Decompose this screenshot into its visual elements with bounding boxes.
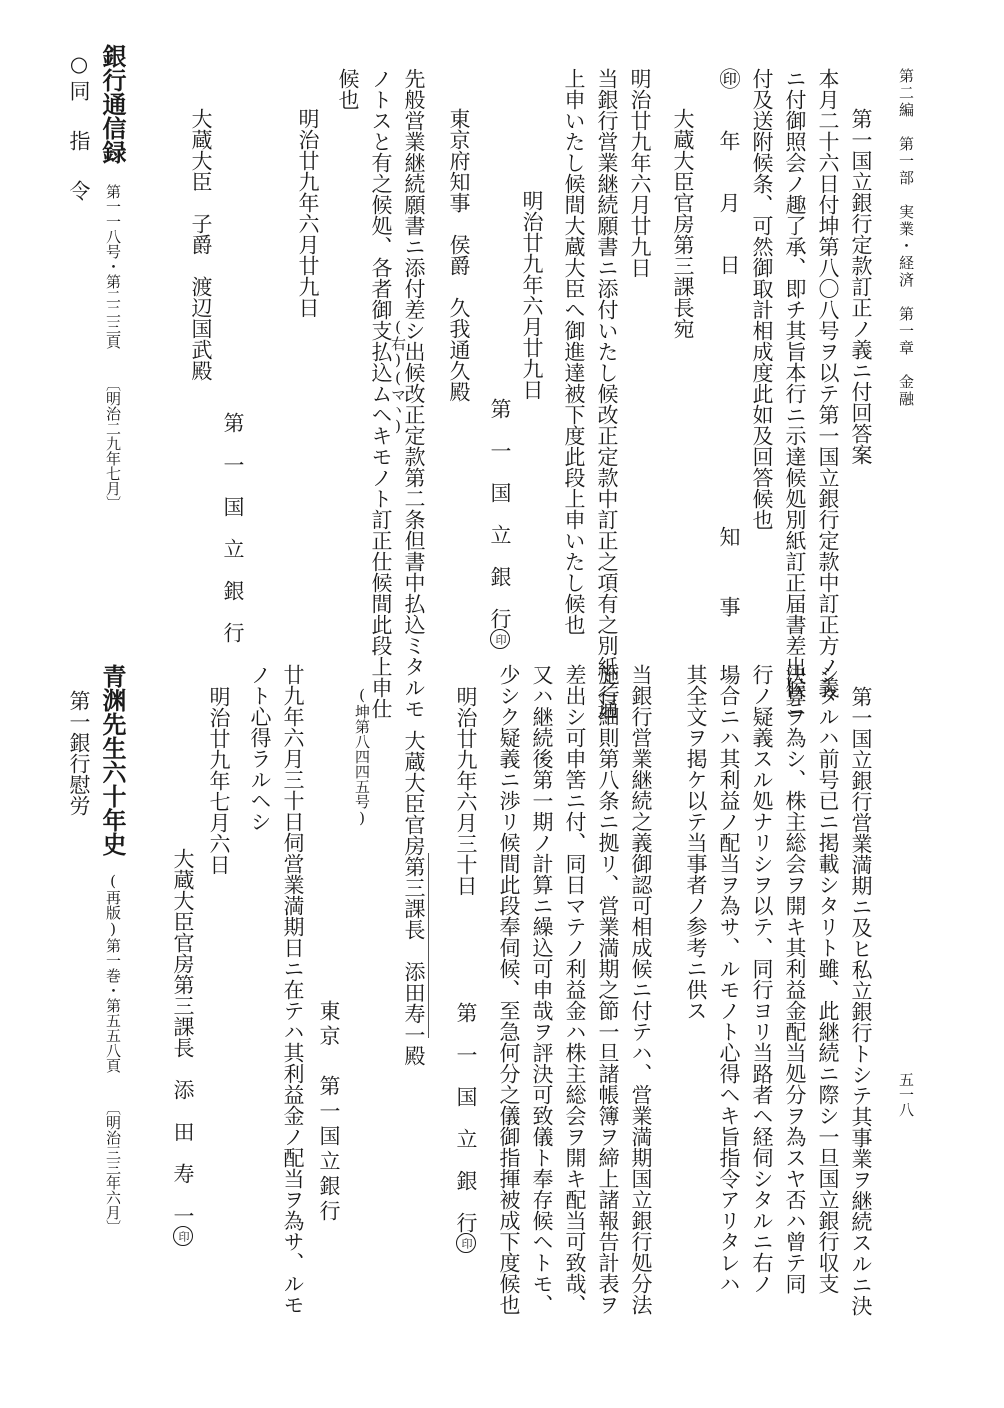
upper-addressee: 東京府知事 侯爵 久我通久殿: [447, 108, 471, 402]
lower-bank-name: [455, 1002, 476, 1253]
source-ref: (再版)第一巻・第五五八頁: [104, 872, 122, 1073]
lower-date: 明治廿九年七月六日: [207, 686, 231, 875]
source-date: 〔明治三三年六月〕: [104, 1100, 122, 1235]
running-head: 第二編 第一部 実業・経済 第一章 金融: [897, 68, 915, 408]
upper-line: ニ付御照会ノ趣了承、即チ其旨本行ニ示達候処別紙訂正届書差出候ニ: [783, 68, 807, 719]
lower-line: 行ノ疑義スル処ナリシヲ以テ、同行ヨリ当路者ヘ経伺シタルニ右ノ: [750, 664, 774, 1294]
upper-line: 候也: [336, 68, 360, 110]
signatory-text: 大蔵大臣官房第三課長 添 田 寿 一: [171, 848, 195, 1226]
seal-icon: 印: [490, 629, 510, 649]
lower-line: 差出シ可申筈ニ付、同日マテノ利益金ハ株主総会ヲ開キ配当可致哉、: [563, 664, 587, 1315]
upper-bank-name: 第 一 国 立 銀 行: [221, 412, 245, 643]
upper-date-blank: ㊞ 年 月 日: [717, 68, 741, 285]
lower-line: 又ハ継続後第一期ノ計算ニ繰込可申哉ヲ評決可致儀ト奉存候ヘトモ、: [530, 664, 554, 1315]
upper-addressee: 大蔵大臣官房第三課長宛: [671, 108, 695, 339]
upper-line: [370, 68, 391, 719]
bank-name-text: 第 一 国 立 銀 行: [454, 1002, 478, 1233]
lower-addressee: 大蔵大臣官房第三課長 添田寿一殿: [402, 730, 426, 1066]
divider-rule: [428, 853, 429, 1038]
lower-line: 施行細則第八条ニ拠リ、営業満期之節一旦諸帳簿ヲ締上諸報告計表ヲ: [596, 664, 620, 1315]
lower-line: シタルハ前号已ニ掲載シタリト雖、此継続ニ際シ一旦国立銀行収支: [816, 664, 840, 1294]
upper-line-text: ノトスと有之候処、各者御支払込ムヘキモノト訂正仕候間此段上申仕: [369, 68, 393, 719]
lower-footer-heading: 第一銀行慰労: [67, 690, 91, 816]
ruby-note: (右)(マヽ): [389, 318, 407, 435]
upper-heading: 第一国立銀行定款訂正ノ義ニ付回答案: [849, 108, 873, 465]
lower-date: 明治廿九年六月三十日: [454, 686, 478, 896]
bank-name-text: 第 一 国 立 銀 行: [488, 398, 512, 629]
lower-line: 場合ニハ其利益ノ配当ヲ為サ、ルモノト心得ヘキ旨指令アリタレハ: [717, 664, 741, 1294]
upper-date: 明治廿九年六月廿九日: [520, 190, 544, 400]
lower-line: 廿九年六月三十日伺営業満期日ニ在テハ其利益金ノ配当ヲ為サ、ルモ: [281, 664, 305, 1315]
page-number: 五一八: [897, 1072, 915, 1117]
seal-icon: 印: [456, 1233, 476, 1253]
source-title: 銀行通信録: [98, 44, 127, 164]
lower-recipient: 東京 第一国立銀行: [317, 1000, 341, 1225]
upper-line: 先般営業継続願書ニ添付差シ出候改正定款第二条但書中払込ミタルモ: [402, 68, 426, 719]
lower-line: 第一国立銀行営業満期ニ及ヒ私立銀行トシテ其事業ヲ継続スルニ決: [849, 686, 873, 1316]
upper-line: 当銀行営業継続願書ニ添付いたし候改正定款中訂正之項有之別紙之通: [595, 68, 619, 719]
lower-line: 其全文ヲ掲ケ以テ当事者ノ参考ニ供ス: [684, 664, 708, 1021]
upper-line: 上申いたし候間大蔵大臣へ御進達被下度此段上申いたし候也: [562, 68, 586, 635]
upper-governor: 知 事: [717, 526, 741, 631]
upper-addressee: 大蔵大臣 子爵 渡辺国武殿: [189, 108, 213, 381]
upper-date: 明治廿九年六月廿九日: [296, 108, 320, 318]
document-number: (坤第八四四五号): [353, 686, 371, 827]
seal-icon: 印: [173, 1226, 193, 1246]
lower-line: 当銀行営業継続之義御認可相成候ニ付テハ、営業満期国立銀行処分法: [629, 664, 653, 1315]
upper-date: 明治廿九年六月廿九日: [628, 68, 652, 278]
lower-line: ノト心得ラルヘシ: [248, 664, 272, 832]
lower-line: 決算ヲ為シ、株主総会ヲ開キ其利益金配当処分ヲ為スヤ否ハ曾テ同: [783, 664, 807, 1294]
source-date: 〔明治二九年七月〕: [104, 376, 122, 511]
upper-line: 付及送附候条、可然御取計相成度此如及回答候也: [750, 68, 774, 530]
lower-signatory: [172, 848, 193, 1246]
source-title: 青渊先生六十年史: [98, 664, 127, 856]
upper-line: 本月二十六日付坤第八〇八号ヲ以テ第一国立銀行定款中訂正方ノ義: [816, 68, 840, 698]
upper-bank-name: [489, 398, 510, 649]
lower-line: 少シク疑義ニ渉リ候間此段奉伺候、至急何分之儀御指揮被成下度候也: [497, 664, 521, 1315]
source-ref: 第一一八号・第二二三頁: [104, 184, 122, 349]
instruction-heading: ○同 指 令: [67, 52, 91, 205]
